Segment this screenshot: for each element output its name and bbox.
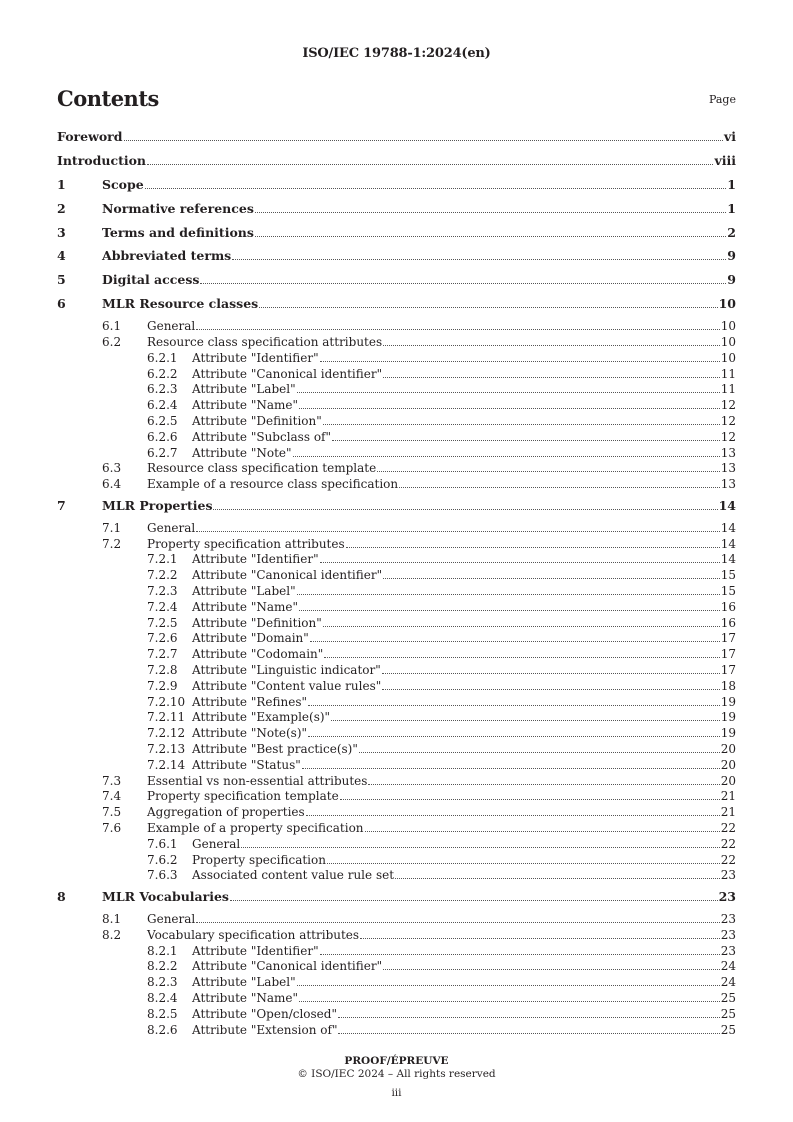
toc-entry[interactable] — [57, 552, 736, 568]
toc-entry-number: 7.2.12 — [147, 726, 186, 741]
toc-entry[interactable] — [57, 944, 736, 960]
toc-entry[interactable] — [57, 868, 736, 884]
toc-entry-page: 11 — [720, 366, 736, 381]
dot-leader — [383, 344, 720, 346]
toc-entry-page: 24 — [720, 975, 736, 990]
toc-entry-page: 22 — [720, 820, 736, 835]
toc-entry-page: 16 — [720, 615, 736, 630]
toc-entry[interactable] — [57, 616, 736, 632]
toc-entry-title: Attribute "Name" — [192, 990, 298, 1005]
toc-entry-page: 25 — [720, 1022, 736, 1037]
toc-entry[interactable] — [57, 1023, 736, 1039]
toc-entry-page: 19 — [720, 726, 736, 741]
toc-entry[interactable] — [57, 758, 736, 774]
toc-entry-page: 25 — [720, 990, 736, 1005]
dot-leader — [297, 391, 720, 393]
toc-entry-page: 1 — [727, 176, 736, 192]
dot-leader — [346, 546, 720, 548]
toc-entry-page: 9 — [727, 272, 736, 288]
toc-entry-number: 7.6.2 — [147, 852, 178, 867]
toc-entry-page: 22 — [720, 852, 736, 867]
dot-leader — [323, 423, 720, 425]
dot-leader — [306, 814, 720, 816]
toc-entry-title: Attribute "Definition" — [192, 615, 322, 630]
toc-entry-title: Attribute "Best practice(s)" — [192, 741, 358, 756]
dot-leader — [359, 751, 720, 753]
toc-entry[interactable] — [57, 521, 736, 537]
toc-entry-title: General — [192, 836, 241, 851]
toc-entry-number: 7.2.3 — [147, 583, 178, 598]
toc-entry-page: 19 — [720, 694, 736, 709]
toc-entry-number: 8.2.4 — [147, 990, 178, 1005]
toc-entry-title: Property specification — [192, 852, 326, 867]
toc-entry-title: Example of a property specification — [147, 820, 364, 835]
toc-entry-title: MLR Resource classes — [102, 296, 259, 312]
toc-entry[interactable] — [57, 928, 736, 944]
toc-entry[interactable] — [57, 647, 736, 663]
toc-entry-title: Aggregation of properties — [147, 805, 305, 820]
toc-entry[interactable] — [57, 497, 736, 521]
toc-entry-title: Attribute "Definition" — [192, 413, 322, 428]
toc-entry-title: Attribute "Codomain" — [192, 647, 324, 662]
toc-entry-title: Attribute "Canonical identifier" — [192, 366, 383, 381]
toc-entry-page: 10 — [720, 334, 736, 349]
toc-entry-title: Associated content value rule set — [192, 868, 395, 883]
toc-entry-title: Terms and definitions — [102, 224, 254, 240]
toc-entry-number: 7.2.11 — [147, 710, 186, 725]
toc-entry[interactable] — [57, 821, 736, 837]
toc-entry-title: Attribute "Canonical identifier" — [192, 959, 383, 974]
dot-leader — [320, 360, 720, 362]
toc-entry-page: 20 — [720, 757, 736, 772]
toc-entry-title: Property specification attributes — [147, 536, 345, 551]
toc-entry-number: 6.2.3 — [147, 382, 178, 397]
dot-leader — [323, 625, 720, 627]
toc-entry-title: Attribute "Identifier" — [192, 943, 319, 958]
toc-entry-number: 7.5 — [102, 805, 122, 820]
toc-entry-page: 10 — [718, 296, 736, 312]
toc-entry-number: 7.2.10 — [147, 694, 186, 709]
toc-entry-page: 1 — [727, 200, 736, 216]
toc-entry-title: Attribute "Example(s)" — [192, 710, 331, 725]
toc-entry[interactable] — [57, 631, 736, 647]
dot-leader — [365, 830, 720, 832]
toc-entry-number: 7.2.1 — [147, 552, 178, 567]
dot-leader — [302, 767, 720, 769]
toc-entry-page: 15 — [720, 583, 736, 598]
toc-entry[interactable] — [57, 152, 736, 176]
dot-leader — [324, 656, 719, 658]
dot-leader — [232, 258, 726, 260]
dot-leader — [377, 470, 720, 472]
toc-entry-page: 14 — [720, 552, 736, 567]
toc-entry-number: 3 — [57, 224, 66, 240]
toc-entry-title: Normative references — [102, 200, 254, 216]
page-footer — [0, 1055, 793, 1100]
toc-entry[interactable] — [57, 537, 736, 553]
toc-entry[interactable] — [57, 710, 736, 726]
toc-entry-title: Attribute "Extension of" — [192, 1022, 338, 1037]
toc-entry-page: 15 — [720, 568, 736, 583]
toc-entry-page: 21 — [720, 789, 736, 804]
toc-entry-title: Attribute "Label" — [192, 382, 296, 397]
dot-leader — [308, 735, 720, 737]
toc-entry-number: 7.2.7 — [147, 647, 178, 662]
toc-entry[interactable] — [57, 1007, 736, 1023]
toc-entry[interactable] — [57, 805, 736, 821]
toc-entry-number: 8.1 — [102, 912, 122, 926]
toc-entry-number: 8.2.5 — [147, 1006, 178, 1021]
toc-entry-title: Resource class specification attributes — [147, 334, 383, 349]
toc-entry-number: 6.1 — [102, 319, 122, 334]
toc-entry[interactable] — [57, 726, 736, 742]
dot-leader — [383, 968, 720, 970]
dot-leader — [255, 211, 726, 213]
toc-entry-number: 7.2.9 — [147, 678, 178, 693]
toc-entry-number: 6 — [57, 296, 66, 312]
dot-leader — [320, 561, 720, 563]
toc-entry-page: 17 — [720, 647, 736, 662]
toc-entry-page: 17 — [720, 662, 736, 677]
toc-entry-page: 12 — [720, 398, 736, 413]
toc-entry-title: Attribute "Note(s)" — [192, 726, 308, 741]
toc-entry-number: 7.2.4 — [147, 599, 178, 614]
dot-leader — [241, 846, 719, 848]
toc-entry[interactable] — [57, 568, 736, 584]
table-of-contents — [57, 128, 736, 1038]
dot-leader — [297, 593, 720, 595]
dot-leader — [145, 187, 727, 189]
toc-entry-page: vi — [723, 129, 736, 144]
page-column-label: Page — [708, 93, 736, 106]
dot-leader — [382, 672, 720, 674]
toc-entry-title: Abbreviated terms — [102, 248, 232, 264]
toc-entry-page: 13 — [720, 461, 736, 476]
toc-entry-number: 7.2.14 — [147, 757, 186, 772]
toc-entry[interactable] — [57, 991, 736, 1007]
toc-entry-number: 6.2.4 — [147, 398, 178, 413]
dot-leader — [331, 719, 720, 721]
toc-entry-number: 8.2.3 — [147, 975, 178, 990]
toc-entry-title: Vocabulary specification attributes — [147, 927, 360, 942]
toc-entry-page: 12 — [720, 413, 736, 428]
toc-entry-number: 7.6 — [102, 820, 122, 835]
toc-entry[interactable] — [57, 224, 736, 248]
toc-entry-title: Attribute "Canonical identifier" — [192, 568, 383, 583]
toc-entry[interactable] — [57, 382, 736, 398]
toc-entry-number: 6.2.2 — [147, 366, 178, 381]
dot-leader — [147, 163, 713, 165]
toc-entry-title: Attribute "Name" — [192, 599, 298, 614]
toc-entry[interactable] — [57, 789, 736, 805]
toc-entry-title: Property specification template — [147, 789, 339, 804]
toc-entry[interactable] — [57, 176, 736, 200]
toc-entry-number: 1 — [57, 176, 66, 192]
toc-entry-page: 20 — [720, 773, 736, 788]
dot-leader — [299, 407, 720, 409]
dot-leader — [332, 439, 720, 441]
dot-leader — [320, 953, 720, 955]
toc-entry-page: 12 — [720, 429, 736, 444]
toc-entry-title: Attribute "Identifier" — [192, 350, 319, 365]
toc-entry-number: 6.4 — [102, 477, 122, 492]
toc-entry-title: Attribute "Subclass of" — [192, 429, 332, 444]
toc-entry-page: 23 — [720, 868, 736, 883]
toc-entry[interactable] — [57, 975, 736, 991]
dot-leader — [360, 937, 720, 939]
toc-entry-title: Essential vs non-essential attributes — [147, 773, 368, 788]
toc-entry[interactable] — [57, 888, 736, 912]
toc-entry-title: Attribute "Name" — [192, 398, 298, 413]
dot-leader — [395, 877, 720, 879]
toc-entry-number: 6.2.1 — [147, 350, 178, 365]
toc-entry-page: 10 — [720, 319, 736, 334]
toc-entry-page: viii — [714, 152, 736, 168]
toc-entry-page: 14 — [720, 520, 736, 535]
dot-leader — [383, 376, 720, 378]
toc-entry[interactable] — [57, 584, 736, 600]
toc-entry-number: 7.2.5 — [147, 615, 178, 630]
toc-entry-number: 6.2 — [102, 334, 122, 349]
toc-entry-number: 8.2 — [102, 927, 122, 942]
dot-leader — [230, 899, 718, 901]
toc-entry-number: 5 — [57, 272, 66, 288]
dot-leader — [308, 704, 720, 706]
dot-leader — [327, 862, 720, 864]
dot-leader — [299, 609, 720, 611]
page-number: iii — [391, 1087, 402, 1099]
toc-entry-number: 7.3 — [102, 773, 122, 788]
toc-entry-page: 14 — [720, 536, 736, 551]
toc-entry[interactable] — [57, 247, 736, 271]
toc-entry-page: 24 — [720, 959, 736, 974]
toc-entry[interactable] — [57, 912, 736, 928]
toc-entry-page: 19 — [720, 710, 736, 725]
toc-entry-title: Digital access — [102, 272, 200, 288]
dot-leader — [196, 328, 719, 330]
toc-entry-number: 2 — [57, 200, 66, 216]
dot-leader — [196, 921, 719, 923]
dot-leader — [340, 798, 720, 800]
toc-entry[interactable] — [57, 837, 736, 853]
dot-leader — [383, 577, 720, 579]
toc-entry-title: Attribute "Refines" — [192, 694, 307, 709]
toc-entry[interactable] — [57, 853, 736, 869]
toc-entry[interactable] — [57, 414, 736, 430]
toc-entry-number: 6.2.7 — [147, 445, 178, 460]
toc-entry-number: 7.4 — [102, 789, 122, 804]
toc-entry-title: Introduction — [57, 152, 147, 168]
toc-entry-number: 7.6.3 — [147, 868, 178, 883]
dot-leader — [196, 530, 719, 532]
toc-entry-number: 7.6.1 — [147, 836, 178, 851]
copyright-notice: © ISO/IEC 2024 – All rights reserved — [297, 1068, 496, 1080]
toc-entry[interactable] — [57, 430, 736, 446]
dot-leader — [310, 640, 720, 642]
toc-entry-number: 7.2.13 — [147, 741, 186, 756]
toc-entry-title: Attribute "Note" — [192, 445, 292, 460]
toc-entry-number: 7.2.2 — [147, 568, 178, 583]
toc-entry-number: 7.2.8 — [147, 662, 178, 677]
dot-leader — [382, 688, 719, 690]
dot-leader — [213, 508, 717, 510]
toc-entry-title: Foreword — [57, 129, 123, 144]
toc-entry-title: Resource class specification template — [147, 461, 377, 476]
dot-leader — [297, 984, 720, 986]
toc-entry-title: MLR Vocabularies — [102, 889, 229, 905]
toc-entry-number: 7.1 — [102, 520, 122, 535]
toc-entry-page: 20 — [720, 741, 736, 756]
toc-entry[interactable] — [57, 742, 736, 758]
toc-entry[interactable] — [57, 351, 736, 367]
toc-entry-page: 17 — [720, 631, 736, 646]
toc-entry-page: 10 — [720, 350, 736, 365]
toc-entry-title: Attribute "Label" — [192, 975, 296, 990]
toc-entry-title: Example of a resource class specification — [147, 477, 399, 492]
toc-entry-page: 16 — [720, 599, 736, 614]
toc-entry-page: 22 — [720, 836, 736, 851]
toc-entry-title: Attribute "Content value rules" — [192, 678, 382, 693]
dot-leader — [200, 282, 726, 284]
toc-entry-page: 11 — [720, 382, 736, 397]
dot-leader — [124, 139, 723, 141]
toc-entry-page: 23 — [718, 889, 736, 905]
toc-entry[interactable] — [57, 774, 736, 790]
toc-entry-number: 8 — [57, 889, 66, 905]
toc-entry-title: General — [147, 319, 196, 334]
toc-entry-title: Attribute "Label" — [192, 583, 296, 598]
toc-entry-title: MLR Properties — [102, 497, 213, 513]
toc-entry-page: 13 — [720, 445, 736, 460]
toc-entry[interactable] — [57, 695, 736, 711]
toc-entry[interactable] — [57, 663, 736, 679]
dot-leader — [338, 1032, 719, 1034]
toc-entry[interactable] — [57, 679, 736, 695]
toc-entry[interactable] — [57, 335, 736, 351]
toc-entry-page: 23 — [720, 943, 736, 958]
toc-entry-number: 6.3 — [102, 461, 122, 476]
toc-entry[interactable] — [57, 295, 736, 319]
toc-entry-title: General — [147, 912, 196, 926]
dot-leader — [338, 1016, 720, 1018]
dot-leader — [368, 783, 719, 785]
toc-entry-page: 9 — [727, 248, 736, 264]
toc-entry[interactable] — [57, 200, 736, 224]
toc-entry-title: Attribute "Linguistic indicator" — [192, 662, 381, 677]
toc-entry-number: 6.2.6 — [147, 429, 178, 444]
toc-entry-number: 8.2.1 — [147, 943, 178, 958]
toc-entry[interactable] — [57, 367, 736, 383]
toc-entry-page: 18 — [720, 678, 736, 693]
toc-entry[interactable] — [57, 477, 736, 493]
dot-leader — [399, 486, 720, 488]
toc-entry-number: 4 — [57, 248, 66, 264]
toc-entry[interactable] — [57, 959, 736, 975]
toc-entry-page: 14 — [718, 497, 736, 513]
dot-leader — [255, 235, 726, 237]
toc-entry[interactable] — [57, 128, 736, 152]
toc-entry-number: 6.2.5 — [147, 413, 178, 428]
dot-leader — [259, 306, 717, 308]
toc-entry-page: 13 — [720, 477, 736, 492]
page-title: Contents — [57, 86, 159, 111]
dot-leader — [293, 455, 720, 457]
toc-entry-page: 23 — [720, 927, 736, 942]
toc-entry-title: Attribute "Open/closed" — [192, 1006, 337, 1021]
toc-entry[interactable] — [57, 271, 736, 295]
toc-entry-page: 23 — [720, 912, 736, 926]
toc-entry-page: 2 — [727, 224, 736, 240]
toc-entry-title: Attribute "Status" — [192, 757, 301, 772]
toc-entry-number: 8.2.6 — [147, 1022, 178, 1037]
toc-entry-title: Attribute "Identifier" — [192, 552, 319, 567]
toc-entry[interactable] — [57, 319, 736, 335]
toc-entry-page: 25 — [720, 1006, 736, 1021]
toc-entry[interactable] — [57, 461, 736, 477]
toc-entry-title: Attribute "Domain" — [192, 631, 309, 646]
toc-entry-page: 21 — [720, 805, 736, 820]
toc-entry-title: General — [147, 520, 196, 535]
toc-entry-number: 7.2.6 — [147, 631, 178, 646]
toc-entry-number: 7 — [57, 497, 66, 513]
toc-entry-title: Scope — [102, 176, 144, 192]
toc-entry-number: 7.2 — [102, 536, 122, 551]
toc-entry[interactable] — [57, 398, 736, 414]
toc-entry[interactable] — [57, 446, 736, 462]
toc-entry[interactable] — [57, 600, 736, 616]
toc-entry-number: 8.2.2 — [147, 959, 178, 974]
proof-label: PROOF/ÉPREUVE — [344, 1055, 449, 1067]
document-header: ISO/IEC 19788-1:2024(en) — [302, 46, 491, 61]
dot-leader — [299, 1000, 720, 1002]
